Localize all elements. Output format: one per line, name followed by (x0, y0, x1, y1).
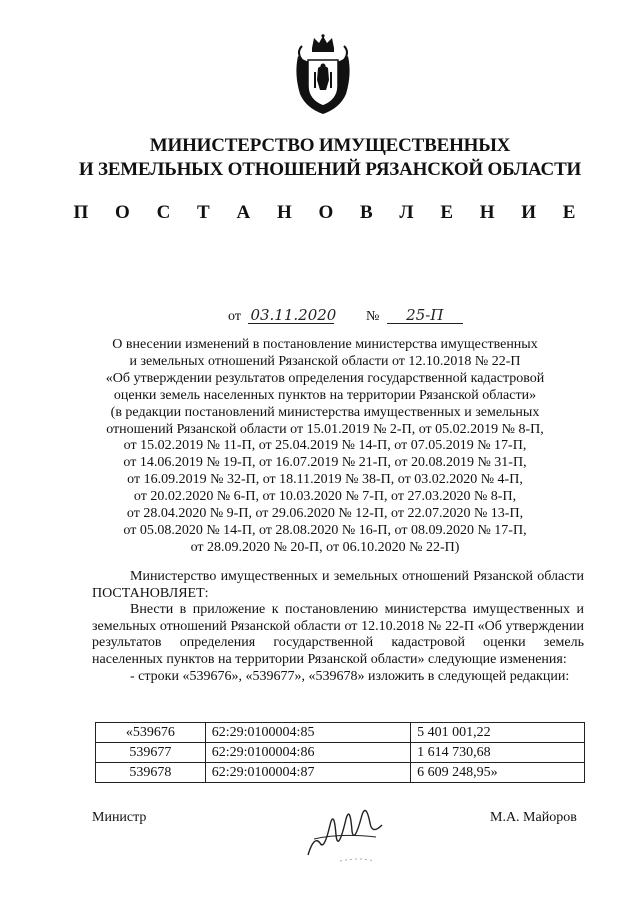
ministry-line-1: МИНИСТЕРСТВО ИМУЩЕСТВЕННЫХ (149, 135, 511, 156)
subject-line: отношений Рязанской области от 15.01.2019 № 2-П, от 05.02.2019 № 8-П, (106, 421, 544, 437)
table-cell-cadastral-number: 62:29:0100004:85 (205, 723, 410, 743)
body-paragraph-3: - строки «539676», «539677», «539678» изложить в следующей редакции: (130, 668, 570, 684)
cadastral-values-table (95, 722, 585, 783)
subject-line: от 28.09.2020 № 20-П, от 06.10.2020 № 22-П) (190, 539, 460, 555)
signatory-name: М.А. Майоров (490, 810, 577, 825)
handwritten-signature-icon (300, 795, 390, 865)
subject-line: от 16.09.2019 № 32-П, от 18.11.2019 № 38-П, от 03.02.2020 № 4-П, (127, 472, 523, 488)
subject-line: «Об утверждении результатов определения государственной кадастровой (105, 370, 545, 386)
subject-line: от 14.06.2019 № 19-П, от 16.07.2019 № 21-П, от 20.08.2019 № 31-П, (123, 455, 527, 471)
decree-body (92, 569, 584, 685)
body-paragraph-2: Внести в приложение к постановлению министерства имущественных и земельных отношений Рязанской области от 12.10.2018 № 22-П «Об утверждении результатов определения государственной кадастровой оценки земель населенных пунктов на территории Рязанской области» следующие изменения: (92, 602, 584, 667)
table-cell-value: 6 609 248,95» (411, 763, 585, 783)
subject-line: от 20.02.2020 № 6-П, от 10.03.2020 № 7-П, от 27.03.2020 № 8-П, (133, 489, 517, 505)
table-cell-cadastral-number: 62:29:0100004:86 (205, 743, 410, 763)
table-row (96, 723, 585, 743)
date-number-line (228, 307, 508, 325)
subject-line: от 15.02.2019 № 11-П, от 25.04.2019 № 14-П, от 07.05.2019 № 17-П, (123, 438, 527, 454)
subject-line: от 05.08.2020 № 14-П, от 28.08.2020 № 16-П, от 08.09.2020 № 17-П, (123, 522, 527, 538)
table-row (96, 743, 585, 763)
date-label: от (228, 309, 241, 324)
subject-line: от 28.04.2020 № 9-П, от 29.06.2020 № 12-П, от 22.07.2020 № 13-П, (126, 506, 524, 522)
table-cell-value: 5 401 001,22 (411, 723, 585, 743)
ministry-name (40, 134, 620, 182)
table-cell-value: 1 614 730,68 (411, 743, 585, 763)
table-cell-cadastral-number: 62:29:0100004:87 (205, 763, 410, 783)
number-label: № (365, 309, 380, 324)
subject-line: (в редакции постановлений министерства имущественных и земельных (110, 404, 540, 420)
ryazan-coat-of-arms-icon (292, 34, 354, 118)
decree-subject (88, 337, 562, 557)
ministry-line-2: И ЗЕМЕЛЬНЫХ ОТНОШЕНИЙ РЯЗАНСКОЙ ОБЛАСТИ (78, 159, 582, 180)
signatory-position: Министр (92, 810, 147, 825)
subject-line: О внесении изменений в постановление министерства имущественных (112, 337, 538, 352)
table-cell-row-id: 539678 (96, 763, 206, 783)
table-cell-row-id: «539676 (96, 723, 206, 743)
body-paragraph-1: Министерство имущественных и земельных отношений Рязанской области ПОСТАНОВЛЯЕТ: (92, 569, 584, 601)
handwritten-date: 03.11.2020 (250, 306, 337, 324)
table-cell-row-id: 539677 (96, 743, 206, 763)
table-row (96, 763, 585, 783)
subject-line: и земельных отношений Рязанской области от 12.10.2018 № 22-П (129, 353, 521, 369)
document-type-heading: П О С Т А Н О В Л Е Н И Е (73, 202, 587, 223)
handwritten-number: 25-П (387, 307, 463, 324)
subject-line: оценки земель населенных пунктов на территории Рязанской области» (113, 387, 537, 403)
